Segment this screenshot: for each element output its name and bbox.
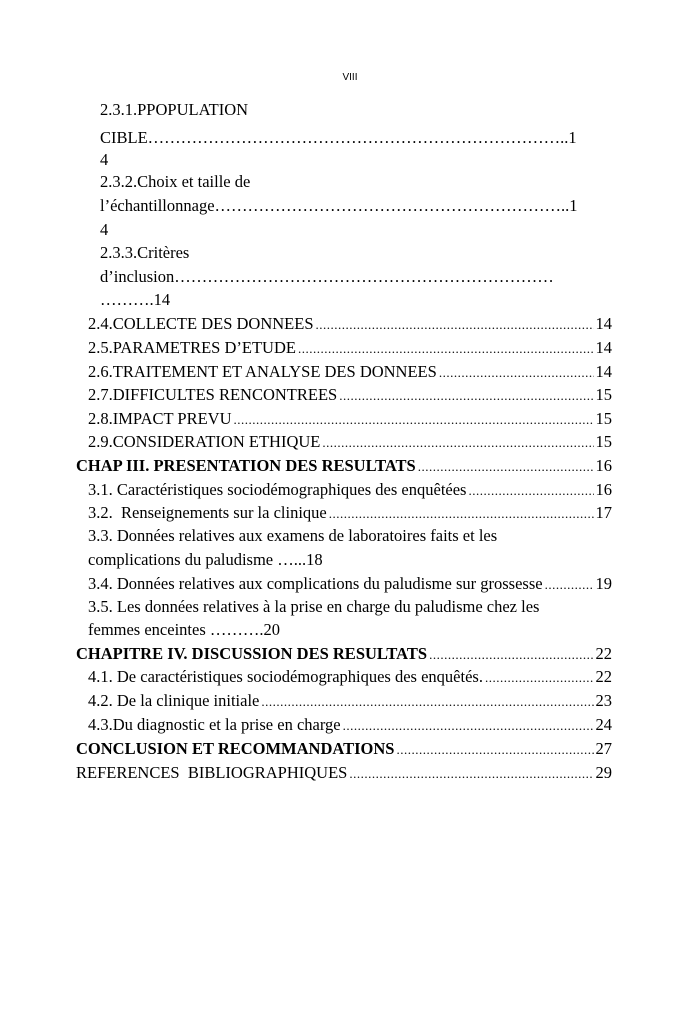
dot-leader	[316, 315, 594, 335]
toc-entry-4-3	[88, 715, 612, 736]
dot-leader	[343, 716, 594, 736]
toc-entry-2-7	[88, 385, 612, 406]
toc-entry-title: 4.3.Du diagnostic et la prise en charge	[88, 715, 341, 734]
dot-leader	[298, 339, 594, 359]
toc-entry-page: 24	[595, 715, 612, 734]
toc-entry-3-3-line1: 3.3. Données relatives aux examens de laboratoires faits et les	[88, 526, 498, 545]
toc-entry-2-6	[88, 362, 612, 383]
toc-entry-page: 27	[595, 739, 612, 758]
toc-entry-2-3-1-line2: CIBLE…………………………………………………………………..1	[100, 128, 577, 147]
toc-chapter-4	[76, 644, 612, 665]
toc-entry-2-3-1-line3: 4	[100, 150, 109, 169]
dot-leader	[322, 433, 593, 453]
dot-leader	[468, 481, 593, 501]
toc-entry-page: 14	[595, 314, 612, 333]
dot-leader	[261, 692, 593, 712]
dot-leader	[349, 764, 593, 784]
toc-references	[76, 763, 612, 784]
dot-leader	[545, 575, 594, 595]
toc-entry-page: 15	[595, 409, 612, 428]
toc-conclusion	[76, 739, 612, 760]
toc-entry-title: 3.1. Caractéristiques sociodémographiques des enquêtées	[88, 480, 467, 499]
toc-entry-title: REFERENCES BIBLIOGRAPHIQUES	[76, 763, 348, 782]
toc-entry-2-3-1-line1: 2.3.1.PPOPULATION	[100, 100, 249, 119]
toc-entry-2-9	[88, 432, 612, 453]
toc-entry-page: 16	[595, 456, 612, 475]
toc-entry-4-1	[88, 667, 612, 688]
toc-entry-title: 4.1. De caractéristiques sociodémographiques des enquêtés.	[88, 667, 483, 686]
toc-entry-2-5	[88, 338, 612, 359]
toc-entry-2-3-2-line1: 2.3.2.Choix et taille de	[100, 172, 251, 191]
dot-leader	[439, 363, 594, 383]
toc-entry-2-3-2-line3: 4	[100, 220, 109, 239]
toc-entry-2-3-3-line1: 2.3.3.Critères	[100, 243, 190, 262]
toc-entry-page: 14	[595, 362, 612, 381]
toc-entry-title: 2.5.PARAMETRES D’ETUDE	[88, 338, 296, 357]
toc-entry-3-2	[88, 503, 612, 524]
dot-leader	[234, 410, 594, 430]
toc-entry-page: 14	[595, 338, 612, 357]
toc-entry-page: 22	[595, 644, 612, 663]
toc-entry-page: 19	[595, 574, 612, 593]
toc-entry-2-3-2-line2: l’échantillonnage………………………………………………………..1	[100, 196, 578, 215]
dot-leader	[329, 504, 594, 524]
toc-entry-title: 2.4.COLLECTE DES DONNEES	[88, 314, 314, 333]
toc-entry-3-5-line1: 3.5. Les données relatives à la prise en charge du paludisme chez les	[88, 597, 540, 616]
toc-entry-2-3-3-line3: ……….14	[100, 290, 171, 309]
toc-chapter-3	[76, 456, 612, 477]
toc-entry-3-1	[88, 480, 612, 501]
toc-entry-page: 22	[595, 667, 612, 686]
toc-entry-title: 3.4. Données relatives aux complications du paludisme sur grossesse	[88, 574, 543, 593]
dot-leader	[429, 645, 593, 665]
dot-leader	[396, 740, 593, 760]
toc-entry-title: 2.8.IMPACT PREVU	[88, 409, 232, 428]
toc-entry-title: 4.2. De la clinique initiale	[88, 691, 260, 710]
dot-leader	[418, 457, 594, 477]
toc-entry-page: 15	[595, 385, 612, 404]
toc-entry-title: 2.9.CONSIDERATION ETHIQUE	[88, 432, 321, 451]
toc-entry-title: 3.2. Renseignements sur la clinique	[88, 503, 327, 522]
toc-entry-3-4	[88, 574, 612, 595]
page-number: VIII	[342, 72, 358, 83]
toc-entry-2-4	[88, 314, 612, 335]
toc-entry-2-8	[88, 409, 612, 430]
toc-entry-3-3-line2: complications du paludisme …...18	[88, 550, 323, 569]
toc-entry-title: CHAPITRE IV. DISCUSSION DES RESULTATS	[76, 644, 428, 663]
toc-entry-page: 29	[595, 763, 612, 782]
toc-entry-page: 17	[595, 503, 612, 522]
toc-entry-title: CONCLUSION ET RECOMMANDATIONS	[76, 739, 395, 758]
toc-entry-title: 2.7.DIFFICULTES RENCONTREES	[88, 385, 338, 404]
toc-entry-4-2	[88, 691, 612, 712]
toc-entry-3-5-line2: femmes enceintes ……….20	[88, 620, 280, 639]
toc-entry-page: 23	[595, 691, 612, 710]
dot-leader	[485, 668, 594, 688]
toc-entry-page: 15	[595, 432, 612, 451]
toc-entry-title: CHAP III. PRESENTATION DES RESULTATS	[76, 456, 416, 475]
dot-leader	[339, 386, 593, 406]
toc-entry-2-3-3-line2: d’inclusion……………………………………………………………	[100, 267, 554, 286]
toc-entry-page: 16	[595, 480, 612, 499]
toc-entry-title: 2.6.TRAITEMENT ET ANALYSE DES DONNEES	[88, 362, 437, 381]
